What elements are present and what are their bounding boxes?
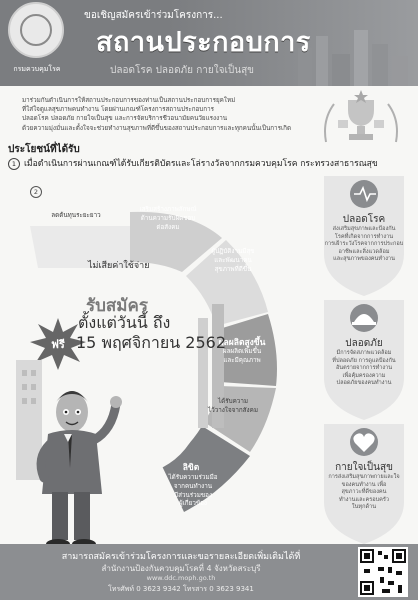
card-description <box>320 226 408 264</box>
segment-label-worker-happy <box>198 248 268 274</box>
logo-seal <box>8 2 64 58</box>
card-line: อันตรายจากการทำงาน <box>335 365 393 372</box>
card-line: อาชีพและสิ่งแวดล้อม <box>338 248 390 255</box>
card-title: ปลอดโรค <box>342 214 386 225</box>
invite-text: ขอเชิญสมัครเข้าร่วมโครงการ... <box>84 10 223 21</box>
footer-office: สำนักงานป้องกันควบคุมโรคที่ 4 จังหวัดสระบุรี <box>101 564 261 573</box>
segment-line: ผู้เกี่ยวข้อง <box>178 500 208 508</box>
card-line: เพื่อคุ้มครองความ <box>342 372 386 379</box>
segment-line: ผู้ปฏิบัติงานมีสุข <box>211 248 255 255</box>
footer-website: www.ddc.moph.go.th <box>146 574 216 582</box>
segment-label-trust <box>202 398 264 416</box>
benefit-text: เมื่อดำเนินการผ่านเกณฑ์ได้รับเกียรติบัตรและโล่รางวัลจากกรมควบคุมโรค กระทรวงสาธารณสุข <box>24 159 378 169</box>
ddc-logo <box>2 2 72 84</box>
number-badge: 1 <box>8 158 20 170</box>
benefits-heading: ประโยชน์ที่ได้รับ <box>8 144 80 155</box>
number-badge: 2 <box>30 186 42 198</box>
page-title: สถานประกอบการ <box>96 27 311 58</box>
intro-line: ด้วยความมุ่งมั่นและตั้งใจจะช่วยทำงานสุขภาพที่ดีขึ้นของสถานประกอบการและทุกคนนั้นเป็นการเกิด <box>22 124 292 132</box>
segment-line: มีส่วนร่วมของ <box>173 491 213 499</box>
card-title: กายใจเป็นสุข <box>335 462 393 473</box>
segment-label-image <box>130 206 206 232</box>
card-line: ที่ปลอดภัย การดูแลป้องกัน <box>332 357 396 364</box>
intro-line: ที่ใส่ใจดูแลสุขภาพคนทำงาน โดยผ่านเกณฑ์โครงการสถานประกอบการ <box>22 106 215 114</box>
segment-line: สุขภาพที่ดีขึ้น <box>214 265 252 273</box>
trophy-award-icon <box>318 90 404 152</box>
segment-line: ไว้วางใจจากสังคม <box>208 406 258 414</box>
slogan: ปลอดโรค ปลอดภัย กายใจเป็นสุข <box>110 65 255 76</box>
intro-line: ปลอดโรค ปลอดภัย กายใจเป็นสุข และการจัดบริการชีวอนามัยคนวัยแรงงาน <box>22 115 228 123</box>
card-description <box>320 474 408 512</box>
header-banner <box>0 0 418 86</box>
segment-line: จากคนทำงาน <box>173 482 213 490</box>
segment-line: ต่อสังคม <box>156 223 180 231</box>
card-line: โรคที่เกิดจากการทำงาน <box>334 233 394 240</box>
card-line: ในทุกด้าน <box>351 504 377 511</box>
footer-contact-heading: สามารถสมัครเข้าร่วมโครงการและขอรายละเอียดเพิ่มเติมได้ที่ <box>61 552 301 562</box>
register-heading: รับสมัคร <box>86 296 149 316</box>
segment-label-reduce-cost: ลดต้นทุนระยะยาว <box>51 212 101 219</box>
card-line: และสุขภาพของคนทำงาน <box>333 256 395 263</box>
card-line: ของคนทำงาน เพื่อ <box>341 481 387 488</box>
logo-emblem <box>20 14 52 46</box>
card-line: ปลอดภัยของคนทำงาน <box>336 380 392 387</box>
card-line: การเฝ้าระวังโรคจากการประกอบ <box>324 241 404 248</box>
segment-line: ผลผลิตเพิ่มขึ้น <box>222 348 262 355</box>
card-line: การส่งเสริมสุขภาพกายและใจ <box>328 474 400 480</box>
segment-line: ได้รับความร่วมมือ <box>168 474 218 481</box>
logo-label: กรมควบคุมโรค <box>13 65 61 73</box>
card-line: มีการจัดสภาพแวดล้อม <box>336 350 392 356</box>
card-description <box>320 350 408 388</box>
segment-title-6: ลิขิต <box>182 463 200 473</box>
segment-line: และมีคุณภาพ <box>223 356 261 364</box>
card-title: ปลอดภัย <box>345 338 383 349</box>
register-deadline: 15 พฤศจิกายน 2562 <box>76 333 226 352</box>
card-line: ทำงานและครอบครัว <box>338 496 390 503</box>
card-line: ส่งเสริมสุขภาพและป้องกัน <box>332 226 396 232</box>
segment-line: ด้านความรับผิดชอบ <box>140 214 196 222</box>
segment-label-cooperation <box>158 474 228 509</box>
segment-line: และพัฒนาคน <box>214 256 252 264</box>
register-since: ตั้งแต่วันนี้ ถึง <box>78 313 171 332</box>
intro-line: มาร่วมกันดำเนินการให้สถานประกอบการของท่านเป็นสถานประกอบการยุคใหม่ <box>22 97 236 104</box>
badge-text: ฟรี <box>51 338 65 351</box>
qr-code <box>358 547 408 597</box>
businessman-illustration <box>12 360 122 550</box>
segment-line: เสริมสร้างภาพลักษณ์ <box>139 206 197 213</box>
free-of-charge-text: ไม่เสียค่าใช้จ่าย <box>88 261 150 271</box>
pillar-cards <box>318 176 410 546</box>
card-line: สุขภาวะที่ดีของคน <box>341 489 387 496</box>
segment-title-productivity: ผลผลิตสูงขึ้น <box>218 338 266 348</box>
footer-phone: โทรศัพท์ 0 3623 9342 โทรสาร 0 3623 9341 <box>108 585 254 593</box>
segment-line: ได้รับความ <box>217 398 249 405</box>
intro-paragraph <box>22 96 308 133</box>
benefit-item-1 <box>8 156 416 170</box>
